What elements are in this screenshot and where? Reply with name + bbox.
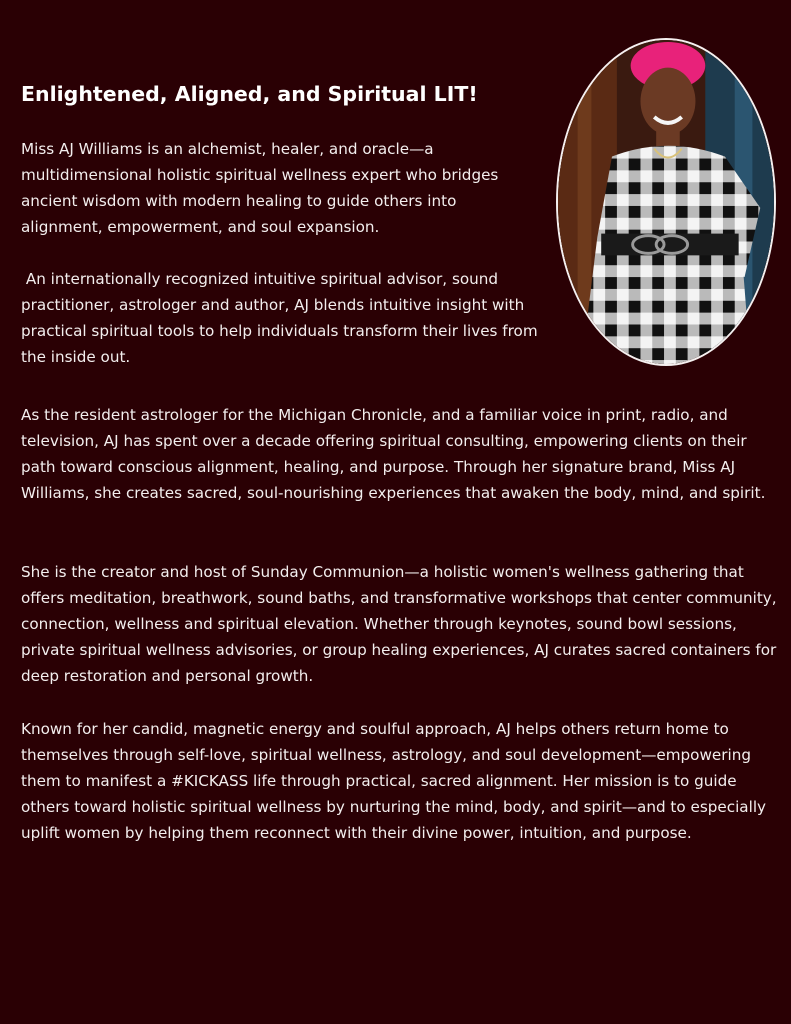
portrait-photo <box>556 38 776 366</box>
bio-paragraph-2: An internationally recognized intuitive spiritual advisor, sound practitioner, astrologer and author, AJ blends intuitive insight with practical spiritual tools to help individuals transform their lives from the inside out. <box>21 270 538 366</box>
bio-paragraph-3: As the resident astrologer for the Michigan Chronicle, and a familiar voice in print, radio, and television, AJ has spent over a decade offering spiritual consulting, empowering clients on their path toward conscious alignment, healing, and purpose. Through her signature brand, Miss AJ Williams, she creates sacred, soul-nourishing experiences that awaken the body, mind, and spirit. <box>21 406 766 502</box>
page-title: Enlightened, Aligned, and Spiritual LIT! <box>21 82 478 106</box>
bio-paragraph-1: Miss AJ Williams is an alchemist, healer, and oracle—a multidimensional holistic spiritual wellness expert who bridges ancient wisdom with modern healing to guide others into alignment, empowerment, and soul expansion. <box>21 140 499 236</box>
bio-paragraph-4: She is the creator and host of Sunday Communion—a holistic women's wellness gathering that offers meditation, breathwork, sound baths, and transformative workshops that center community, connection, wellness and spiritual elevation. Whether through keynotes, sound bowl sessions, private spiritual wellness advisories, or group healing experiences, AJ curates sacred containers for deep restoration and personal growth. <box>21 563 777 685</box>
bio-paragraph-5: Known for her candid, magnetic energy and soulful approach, AJ helps others return home to themselves through self-love, spiritual wellness, astrology, and soul development—empowering them to manifest a #KICKASS life through practical, sacred alignment. Her mission is to guide others toward holistic spiritual wellness by nurturing the mind, body, and spirit—and to especially uplift women by helping them reconnect with their divine power, intuition, and purpose. <box>21 720 767 842</box>
